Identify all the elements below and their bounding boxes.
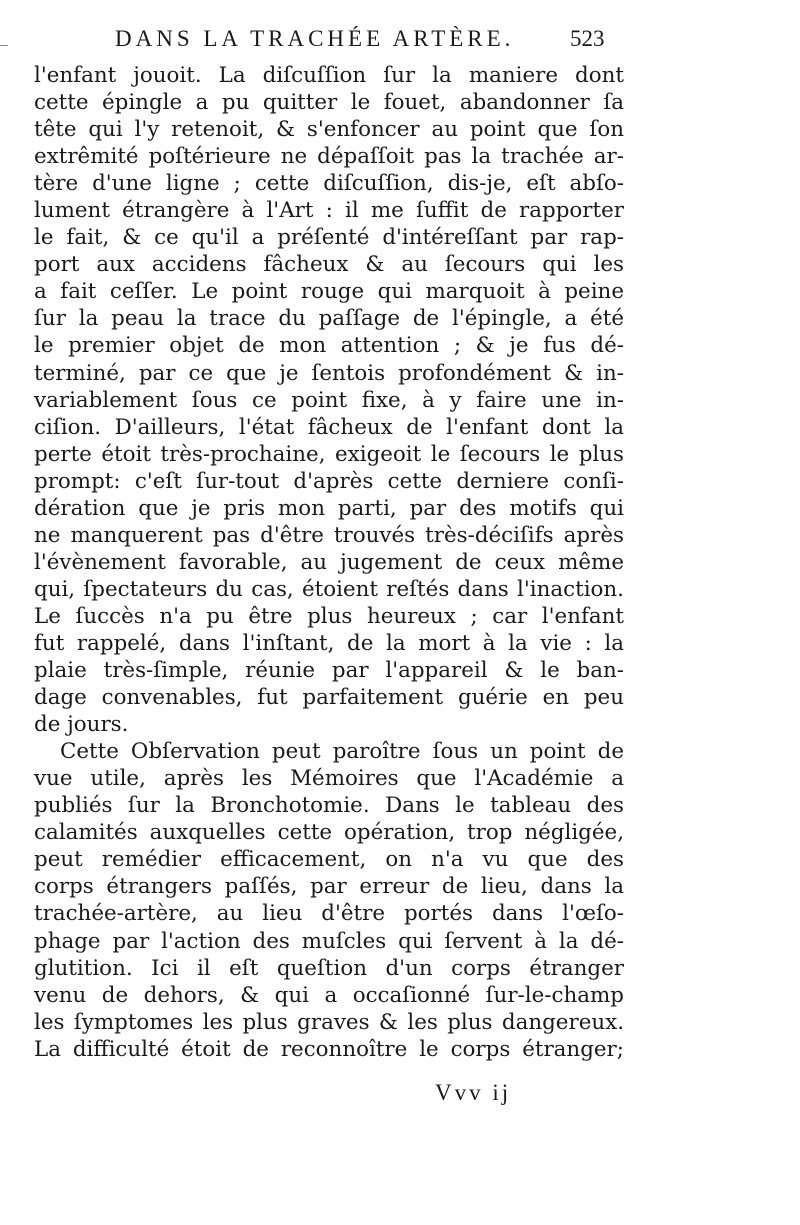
text-line: La difficulté étoit de reconnoître le corps étranger; (34, 1036, 624, 1062)
text-line: prompt: c'eſt ſur-tout d'après cette derniere conſi- (34, 468, 624, 494)
text-line: venu de dehors, & qui a occaſionné ſur-le-champ (34, 982, 624, 1008)
text-line: trachée-artère, au lieu d'être portés dans l'œſo- (34, 901, 624, 927)
text-line: tère d'une ligne ; cette diſcuſſion, dis-je, eſt abſo- (34, 171, 624, 197)
text-line: l'enfant jouoit. La diſcuſſion ſur la maniere dont (34, 63, 624, 88)
text-line: le fait, & ce qu'il a préſenté d'intéreſſant par rap- (34, 225, 624, 251)
text-line: extrêmité poſtérieure ne dépaſſoit pas la trachée ar- (34, 144, 624, 170)
text-line: calamités auxquelles cette opération, trop négligée, (34, 820, 624, 846)
text-line: dage convenables, fut parfaitement guérie en peu (34, 685, 624, 711)
text-line: peut remédier efficacement, on n'a vu que des (34, 847, 624, 873)
text-line: lument étrangère à l'Art : il me ſuffit de rapporter (34, 198, 624, 224)
signature-mark: Vvv ij (435, 1080, 512, 1105)
text-line: le premier objet de mon attention ; & je fus dé- (34, 333, 624, 359)
text-line: plaie très-ſimple, réunie par l'appareil & le ban- (34, 658, 624, 684)
text-line: corps étrangers paſſés, par erreur de lieu, dans la (34, 874, 624, 900)
text-line: tête qui l'y retenoit, & s'enfoncer au point que ſon (34, 117, 624, 143)
running-title: DANS LA TRACHÉE ARTÈRE. (115, 26, 515, 51)
text-line: qui, ſpectateurs du cas, étoient reſtés dans l'inaction. (34, 576, 624, 602)
text-line: perte étoit très-prochaine, exigeoit le ſecours le plus (34, 441, 624, 467)
text-line: l'évènement favorable, au jugement de ceux même (34, 549, 624, 575)
page-edge-mark (0, 45, 8, 46)
text-line-paragraph-start: Cette Obſervation peut paroître ſous un point de (60, 739, 624, 765)
text-line: variablement ſous ce point fixe, à y faire une in- (34, 387, 624, 413)
text-line: vue utile, après les Mémoires que l'Académie a (34, 766, 624, 792)
text-line: cette épingle a pu quitter le fouet, abandonner ſa (34, 90, 624, 116)
text-line: fut rappelé, dans l'inſtant, de la mort à la vie : la (34, 630, 624, 656)
body-text (34, 62, 624, 1063)
text-line: ſur la peau la trace du paſſage de l'épingle, a été (34, 306, 624, 332)
text-line: port aux accidens fâcheux & au ſecours qui les (34, 252, 624, 278)
text-line: dération que je pris mon parti, par des motifs qui (34, 495, 624, 521)
text-line-paragraph-end: de jours. (34, 712, 129, 738)
text-line: Le ſuccès n'a pu être plus heureux ; car l'enfant (34, 603, 624, 629)
text-line: ciſion. D'ailleurs, l'état fâcheux de l'enfant dont la (34, 414, 624, 440)
page-number: 523 (570, 26, 605, 51)
text-line: terminé, par ce que je ſentois profondément & in- (34, 360, 624, 386)
text-line: glutition. Ici il eſt queſtion d'un corps étranger (34, 955, 624, 981)
text-line: a fait ceſſer. Le point rouge qui marquoit à peine (34, 279, 624, 305)
text-line: les ſymptomes les plus graves & les plus dangereux. (34, 1009, 624, 1035)
text-line: publiés ſur la Bronchotomie. Dans le tableau des (34, 793, 624, 819)
text-line: ne manquerent pas d'être trouvés très-déciſifs après (34, 522, 624, 548)
text-line: phage par l'action des muſcles qui ſervent à la dé- (34, 928, 624, 954)
